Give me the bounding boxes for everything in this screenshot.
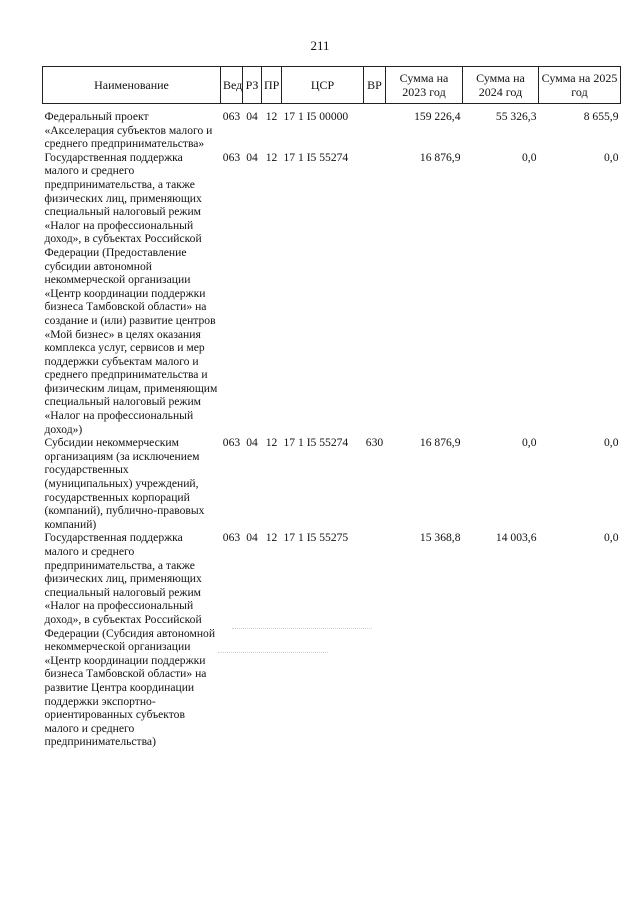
table-row	[43, 531, 621, 749]
row-sum-2025: 0,0	[604, 436, 619, 450]
row-name: Государственная поддержка малого и среднего предпринимательства, а также физических лиц, применяющих специальный налоговый режим «Налог на профессиональный доход», в субъектах Российской Федерации (Предоставление субсидии автономной некоммерческой организации «Центр координации поддержки бизнеса Тамбовской области» на создание и (или) развитие центров «Мой бизнес» в целях оказания комплекса услуг, сервисов и мер поддержки субъектам малого и среднего предпринимательства и физическим лицам, применяющим специальный налоговый режим «Налог на профессиональный доход»)	[44, 150, 218, 436]
row-sum-2023: 15 368,8	[419, 531, 461, 545]
row-name: Федеральный проект «Акселерация субъектов малого и среднего предпринимательства»	[44, 110, 213, 151]
row-ved: 063	[222, 436, 241, 450]
row-rz: 04	[246, 531, 258, 545]
row-csr: 17 1 I5 00000	[283, 110, 349, 123]
header-name: Наименование	[43, 67, 221, 104]
row-pr: 12	[265, 150, 278, 164]
row-sum-2024: 0,0	[522, 436, 537, 450]
row-vr	[364, 531, 386, 749]
table-header-row	[43, 67, 621, 104]
row-csr: 17 1 I5 55274	[283, 150, 349, 164]
row-name: Государственная поддержка малого и среднего предпринимательства, а также физических лиц, применяющих специальный налоговый режим «Налог на профессиональный доход», в субъектах Российской Федерации (Субсидия автономной некоммерческой организации «Центр координации поддержки бизнеса Тамбовской области» на развитие Центра координации поддержки экспортно-ориентированных субъектов малого и среднего предпринимательства)	[44, 531, 216, 749]
table-row	[43, 151, 621, 436]
row-sum-2025: 0,0	[604, 531, 619, 545]
row-sum-2024: 14 003,6	[495, 531, 537, 545]
budget-table	[42, 66, 621, 749]
header-pr: ПР	[262, 67, 282, 104]
row-vr	[364, 151, 386, 436]
row-vr	[364, 110, 386, 151]
row-rz: 04	[246, 436, 258, 450]
row-pr: 12	[265, 436, 278, 450]
page-number: 211	[310, 38, 330, 53]
table-row	[43, 436, 621, 531]
row-sum-2025: 0,0	[604, 150, 619, 164]
row-rz: 04	[246, 150, 258, 164]
row-ved: 063	[222, 150, 241, 164]
row-pr: 12	[265, 110, 278, 123]
header-sum-2025: Сумма на 2025 год	[539, 67, 621, 104]
row-ved: 063	[222, 531, 241, 545]
header-sum-2023: Сумма на 2023 год	[386, 67, 463, 104]
row-sum-2024: 0,0	[522, 150, 537, 164]
header-rz: РЗ	[243, 67, 262, 104]
row-sum-2025: 8 655,9	[583, 110, 619, 123]
row-sum-2023: 16 876,9	[419, 150, 461, 164]
table-row	[43, 110, 621, 151]
header-vr: ВР	[364, 67, 386, 104]
row-pr: 12	[265, 531, 278, 545]
row-csr: 17 1 I5 55274	[283, 436, 349, 450]
scan-smudge	[232, 628, 372, 629]
row-sum-2023: 159 226,4	[414, 110, 461, 123]
row-csr: 17 1 I5 55275	[283, 531, 349, 545]
row-sum-2023: 16 876,9	[419, 436, 461, 450]
row-vr: 630	[365, 436, 384, 450]
row-rz: 04	[246, 110, 258, 123]
header-sum-2024: Сумма на 2024 год	[463, 67, 539, 104]
row-ved: 063	[222, 110, 241, 123]
header-csr: ЦСР	[282, 67, 364, 104]
header-ved: Вед	[221, 67, 243, 104]
row-name: Субсидии некоммерческим организациям (за исключением государственных (муниципальных) учреждений, государственных корпораций (компаний), публично-правовых компаний)	[44, 436, 205, 531]
scan-smudge	[218, 652, 328, 653]
row-sum-2024: 55 326,3	[495, 110, 537, 123]
